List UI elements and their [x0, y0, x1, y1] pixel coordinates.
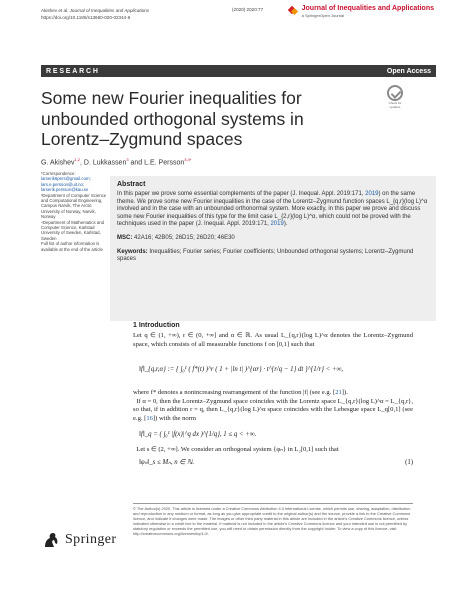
msc-codes	[117, 235, 429, 243]
sidebar-line: University of Sweden, Karlstad,	[41, 230, 101, 236]
keywords	[117, 249, 429, 264]
footer-divider	[133, 503, 413, 504]
equation: ‖f‖_{q,r,α} := { ∫₀¹ ( f*(t) )^r ( 1 + |ln t| )^{αr} · t^{r/q − 1} dt }^{1/r} < +∞,	[139, 365, 344, 373]
sidebar-line: ³Department of Computer Science	[41, 192, 107, 198]
author-name[interactable]: G. Akishev	[41, 159, 75, 167]
author-affiliation-mark: 1,2	[74, 157, 81, 162]
keywords-value: Inequalities; Fourier series; Fourier coefficients; Unbounded orthogonal systems; Lorentz–Zygmund spaces	[117, 248, 414, 263]
springer-open-logo-icon	[289, 6, 298, 15]
paragraph-text: Let s ∈ (2, +∞]. We consider an orthogonal system {φₙ} in L₂[0,1] such that	[136, 445, 339, 453]
paragraph-text: ]) with the norm	[152, 414, 197, 422]
msc-value: 42A16; 42B05; 26D15; 26D20; 46E30	[134, 234, 235, 241]
brand-journal-name: Journal of Inequalities and Applications	[301, 5, 434, 12]
running-journal: Journal of Inequalities and Applications	[69, 8, 150, 13]
check-for-updates-badge[interactable]	[386, 85, 404, 107]
reference-link[interactable]: 2019	[270, 221, 284, 228]
author-list: G. Akishev$^{1,2}$, D. Lukkassen$^3$ and L.E. Persson$^{3,4*}$	[41, 157, 192, 167]
doi-link[interactable]: https://doi.org/10.1186/s13660-020-02344-6	[41, 15, 131, 20]
main-body	[133, 322, 413, 470]
article-type-label: RESEARCH	[46, 67, 100, 75]
sidebar-line: Full list of author information is	[41, 241, 100, 247]
check-updates-icon	[387, 85, 403, 101]
open-access-label: Open Access	[386, 67, 431, 75]
msc-label: MSC:	[117, 234, 133, 241]
springer-wordmark: Springer	[65, 532, 117, 547]
abstract-body	[117, 191, 429, 229]
journal-brand	[289, 5, 434, 18]
equation: ‖f‖_q = ( ∫₀¹ |f(x)|^q dx )^{1/q}, 1 ≤ q < +∞.	[139, 431, 257, 439]
volume-page: (2020) 2020:77	[232, 7, 264, 12]
abstract-heading: Abstract	[117, 181, 146, 188]
abstract-text: ) on the same theme. We prove some new Fourier inequalities in the case of the Lorentz–Zygmund function spaces L_{q,r}(log L)^α involved and in the case with an unbounded orthonormal system. More exactly, in this paper we prove and discuss some new Fourier inequalities of this type for the limit case L_{2,r}(log L)^α, which could not be proved with the techniques used in the paper (J. Inequal. Appl. 2019:171,	[117, 191, 428, 228]
paragraph: Let q ∈ (1, +∞), r ∈ (0, +∞] and α ∈ ℝ. As usual L_{q,r}(log L)^α denotes the Lorentz–Zygmund space, which consists of all measurable functions f on [0,1] such that	[133, 332, 413, 348]
equation: ‖φₙ‖_s ≤ Mₙ, n ∈ ℕ.	[139, 459, 195, 467]
sidebar-line: Computer Science, Karlstad	[41, 225, 95, 231]
author-name[interactable]: D. Lukkassen	[83, 159, 127, 167]
publisher-logo	[41, 530, 116, 550]
check-updates-label: Check for updates	[388, 101, 402, 109]
keywords-label: Keywords:	[117, 248, 148, 255]
section-heading: 1 Introduction	[133, 322, 180, 329]
email-link[interactable]: larserik.persson@kau.se	[41, 187, 89, 193]
sidebar-line: Norway	[41, 214, 56, 220]
paragraph	[133, 446, 413, 455]
author-affiliation-mark: 3,4*	[184, 157, 192, 162]
license-text: © The Author(s) 2020. This article is licensed under a Creative Commons Attribution 4.0 International License, which permits use, sharing, adaptation, distribution and reproduction in any medium or format, as long as you give appropriate credit to the original author(s) and the source, provide a link to the Creative Commons licence, and indicate if changes were made. The images or other third party material in this article are included in the article's Creative Commons licence, unless indicated otherwise in a credit line to the material. If material is not included in the article's Creative Commons licence and your intended use is not permitted by statutory regulation or exceeds the permitted use, you will need to obtain permission directly from the copyright holder. To view a copy of this licence, visit http://creativecommons.org/licenses/by/4.0/.	[133, 506, 411, 537]
author-affiliation-mark: 3	[126, 157, 129, 162]
reference-link[interactable]: 21	[335, 389, 342, 397]
author-name[interactable]: L.E. Persson	[144, 159, 185, 167]
correspondence-sidebar	[41, 171, 109, 252]
article-title: Some new Fourier inequalities for unbounded orthogonal systems in Lorentz–Zygmund spaces	[41, 88, 304, 149]
abstract-box	[110, 176, 436, 321]
running-authors: Akishev et al.	[41, 8, 69, 13]
email-link[interactable]: lars.e.persson@uit.no;	[41, 181, 85, 187]
paragraph	[133, 398, 413, 424]
reference-link[interactable]: 16	[146, 414, 153, 422]
sidebar-line: ⁴Department of Mathematics and	[41, 219, 104, 225]
equation-number: (1)	[405, 458, 413, 466]
paragraph-text: If α = 0, then the Lorentz–Zygmund space coincides with the Lorentz space L_{q,r}(log L)^α = L_{q,r}, so that, if in addition r = q, then L_{q,r}(log L)^α space coincides with the Lebesgue space L_q[0,1] (see e.g. [	[133, 397, 413, 422]
email-link[interactable]: larserik6pers@gmail.com;	[41, 176, 91, 182]
paragraph-text: where f* denotes a nonincreasing rearrangement of the function |f| (see e.g. [	[133, 389, 336, 397]
brand-subtitle: a SpringerOpen Journal	[301, 13, 345, 18]
sidebar-line: and Computational Engineering,	[41, 198, 103, 204]
sidebar-line: Campus Narvik, The Arctic	[41, 203, 92, 209]
paragraph-text: ]).	[341, 389, 348, 397]
sidebar-line: University of Norway, Narvik,	[41, 208, 96, 214]
abstract-text: ).	[283, 221, 288, 228]
numbered-equation	[133, 454, 413, 470]
article-citation	[41, 7, 149, 21]
sidebar-line: available at the end of the article	[41, 246, 103, 252]
article-type-bar	[41, 65, 436, 77]
sidebar-line: Sweden	[41, 235, 57, 241]
reference-link[interactable]: 2019	[365, 191, 379, 197]
springer-horse-icon	[41, 530, 61, 550]
paragraph	[133, 389, 413, 398]
abstract-text: In this paper we prove some essential complements of the paper (J. Inequal. Appl. 2019:171,	[117, 191, 366, 197]
sidebar-line: *Correspondence:	[41, 171, 76, 176]
